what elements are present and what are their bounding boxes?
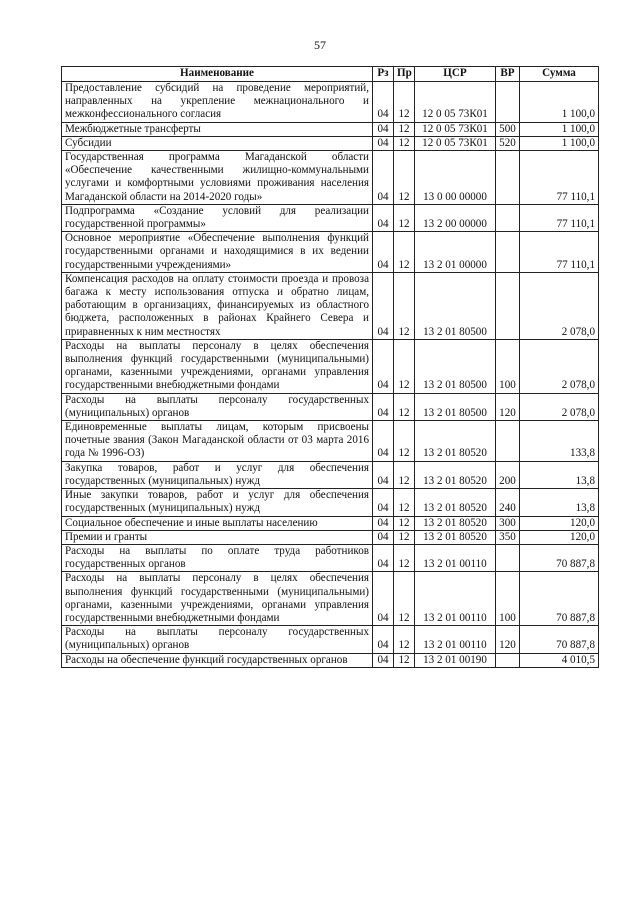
row-pr: 12: [394, 272, 415, 339]
row-vr: 120: [496, 393, 520, 420]
table-row: [62, 530, 599, 544]
row-vr: 100: [496, 339, 520, 393]
header-name: Наименование: [62, 67, 373, 82]
row-rz: 04: [373, 136, 394, 150]
row-pr: 12: [394, 544, 415, 571]
row-vr: 120: [496, 626, 520, 653]
table-row: [62, 204, 599, 231]
row-csr: 13 2 01 00190: [415, 653, 496, 667]
row-vr: [496, 82, 520, 123]
table-row: [62, 626, 599, 653]
row-pr: 12: [394, 136, 415, 150]
row-vr: [496, 653, 520, 667]
row-vr: [496, 232, 520, 273]
table-row: [62, 461, 599, 488]
table-row: [62, 393, 599, 420]
row-pr: 12: [394, 572, 415, 626]
row-csr: 13 2 01 00000: [415, 232, 496, 273]
row-csr: 13 2 01 80520: [415, 421, 496, 462]
row-sum: 70 887,8: [520, 626, 599, 653]
header-pr: Пр: [394, 67, 415, 82]
row-vr: 300: [496, 516, 520, 530]
row-csr: 13 2 00 00000: [415, 204, 496, 231]
row-csr: 13 2 01 80520: [415, 489, 496, 516]
row-sum: 1 100,0: [520, 82, 599, 123]
row-sum: 1 100,0: [520, 136, 599, 150]
table-row: [62, 653, 599, 667]
row-sum: 2 078,0: [520, 339, 599, 393]
row-name: Расходы на выплаты персоналу в целях обеспечения выполнения функций государственными (муниципальными) органами, казенными учреждениями, органами управления государственными внебюджетными фондами: [62, 572, 373, 626]
row-sum: 70 887,8: [520, 544, 599, 571]
row-name: Расходы на выплаты по оплате труда работников государственных органов: [62, 544, 373, 571]
row-vr: [496, 272, 520, 339]
row-name: Социальное обеспечение и иные выплаты населению: [62, 516, 373, 530]
table-row: [62, 272, 599, 339]
row-pr: 12: [394, 232, 415, 273]
row-name: Иные закупки товаров, работ и услуг для обеспечения государственных (муниципальных) нужд: [62, 489, 373, 516]
row-pr: 12: [394, 421, 415, 462]
row-name: Премии и гранты: [62, 530, 373, 544]
row-rz: 04: [373, 653, 394, 667]
row-name: Расходы на выплаты персоналу государственных (муниципальных) органов: [62, 626, 373, 653]
row-name: Единовременные выплаты лицам, которым присвоены почетные звания (Закон Магаданской области от 03 марта 2016 года № 1996-ОЗ): [62, 421, 373, 462]
row-sum: 77 110,1: [520, 204, 599, 231]
row-pr: 12: [394, 122, 415, 136]
budget-table: [61, 66, 599, 668]
row-name: Закупка товаров, работ и услуг для обеспечения государственных (муниципальных) нужд: [62, 461, 373, 488]
header-csr: ЦСР: [415, 67, 496, 82]
row-rz: 04: [373, 232, 394, 273]
row-vr: [496, 204, 520, 231]
row-csr: 13 2 01 80520: [415, 516, 496, 530]
row-csr: 13 2 01 80520: [415, 530, 496, 544]
row-csr: 12 0 05 73К01: [415, 136, 496, 150]
row-name: Подпрограмма «Создание условий для реализации государственной программы»: [62, 204, 373, 231]
row-rz: 04: [373, 82, 394, 123]
row-sum: 77 110,1: [520, 232, 599, 273]
row-sum: 120,0: [520, 530, 599, 544]
row-csr: 13 2 01 00110: [415, 572, 496, 626]
row-pr: 12: [394, 489, 415, 516]
table-row: [62, 544, 599, 571]
row-rz: 04: [373, 544, 394, 571]
row-vr: [496, 421, 520, 462]
row-csr: 13 2 01 00110: [415, 544, 496, 571]
row-pr: 12: [394, 151, 415, 205]
row-rz: 04: [373, 489, 394, 516]
row-name: Государственная программа Магаданской области «Обеспечение качественными жилищно-коммунальными услугами и комфортными условиями проживания населения Магаданской области на 2014-2020 годы»: [62, 151, 373, 205]
row-rz: 04: [373, 204, 394, 231]
table-row: [62, 339, 599, 393]
row-vr: [496, 544, 520, 571]
row-rz: 04: [373, 461, 394, 488]
row-csr: 13 2 01 80520: [415, 461, 496, 488]
row-sum: 13,8: [520, 489, 599, 516]
row-pr: 12: [394, 204, 415, 231]
row-pr: 12: [394, 530, 415, 544]
table-row: [62, 421, 599, 462]
row-rz: 04: [373, 272, 394, 339]
row-csr: 12 0 05 73К01: [415, 122, 496, 136]
row-csr: 13 2 01 80500: [415, 272, 496, 339]
row-name: Расходы на выплаты персоналу государственных (муниципальных) органов: [62, 393, 373, 420]
table-row: [62, 572, 599, 626]
row-pr: 12: [394, 82, 415, 123]
table-row: [62, 489, 599, 516]
row-pr: 12: [394, 516, 415, 530]
row-name: Субсидии: [62, 136, 373, 150]
row-sum: 2 078,0: [520, 393, 599, 420]
row-rz: 04: [373, 122, 394, 136]
row-sum: 2 078,0: [520, 272, 599, 339]
row-rz: 04: [373, 393, 394, 420]
row-name: Межбюджетные трансферты: [62, 122, 373, 136]
table-row: [62, 136, 599, 150]
row-vr: 240: [496, 489, 520, 516]
row-sum: 13,8: [520, 461, 599, 488]
row-sum: 77 110,1: [520, 151, 599, 205]
row-vr: 200: [496, 461, 520, 488]
row-csr: 13 2 01 00110: [415, 626, 496, 653]
row-pr: 12: [394, 626, 415, 653]
row-vr: 520: [496, 136, 520, 150]
row-rz: 04: [373, 572, 394, 626]
row-name: Расходы на обеспечение функций государственных органов: [62, 653, 373, 667]
row-vr: 350: [496, 530, 520, 544]
row-sum: 120,0: [520, 516, 599, 530]
row-sum: 70 887,8: [520, 572, 599, 626]
table-row: [62, 82, 599, 123]
table-row: [62, 232, 599, 273]
row-rz: 04: [373, 151, 394, 205]
row-name: Компенсация расходов на оплату стоимости проезда и провоза багажа к месту использования отпуска и обратно лицам, работающим в организациях, финансируемых из областного бюджета, расположенных в районах Крайнего Севера и приравненных к ним местностях: [62, 272, 373, 339]
row-sum: 4 010,5: [520, 653, 599, 667]
header-sum: Сумма: [520, 67, 599, 82]
row-name: Предоставление субсидий на проведение мероприятий, направленных на укрепление межнационального и межконфессионального согласия: [62, 82, 373, 123]
row-rz: 04: [373, 421, 394, 462]
row-name: Основное мероприятие «Обеспечение выполнения функций государственными органами и находящимися в их ведении государственными учреждениями»: [62, 232, 373, 273]
row-csr: 13 2 01 80500: [415, 393, 496, 420]
row-csr: 12 0 05 73К01: [415, 82, 496, 123]
row-pr: 12: [394, 339, 415, 393]
row-sum: 1 100,0: [520, 122, 599, 136]
row-rz: 04: [373, 339, 394, 393]
table-row: [62, 516, 599, 530]
row-rz: 04: [373, 516, 394, 530]
row-sum: 133,8: [520, 421, 599, 462]
row-pr: 12: [394, 461, 415, 488]
row-rz: 04: [373, 626, 394, 653]
row-pr: 12: [394, 653, 415, 667]
row-csr: 13 0 00 00000: [415, 151, 496, 205]
table-row: [62, 151, 599, 205]
table-row: [62, 122, 599, 136]
page-number: 57: [314, 38, 326, 52]
header-rz: Рз: [373, 67, 394, 82]
table-header-row: [62, 67, 599, 82]
row-name: Расходы на выплаты персоналу в целях обеспечения выполнения функций государственными (муниципальными) органами, казенными учреждениями, органами управления государственными внебюджетными фондами: [62, 339, 373, 393]
header-vr: ВР: [496, 67, 520, 82]
row-pr: 12: [394, 393, 415, 420]
row-vr: 500: [496, 122, 520, 136]
row-csr: 13 2 01 80500: [415, 339, 496, 393]
row-vr: 100: [496, 572, 520, 626]
row-rz: 04: [373, 530, 394, 544]
row-vr: [496, 151, 520, 205]
